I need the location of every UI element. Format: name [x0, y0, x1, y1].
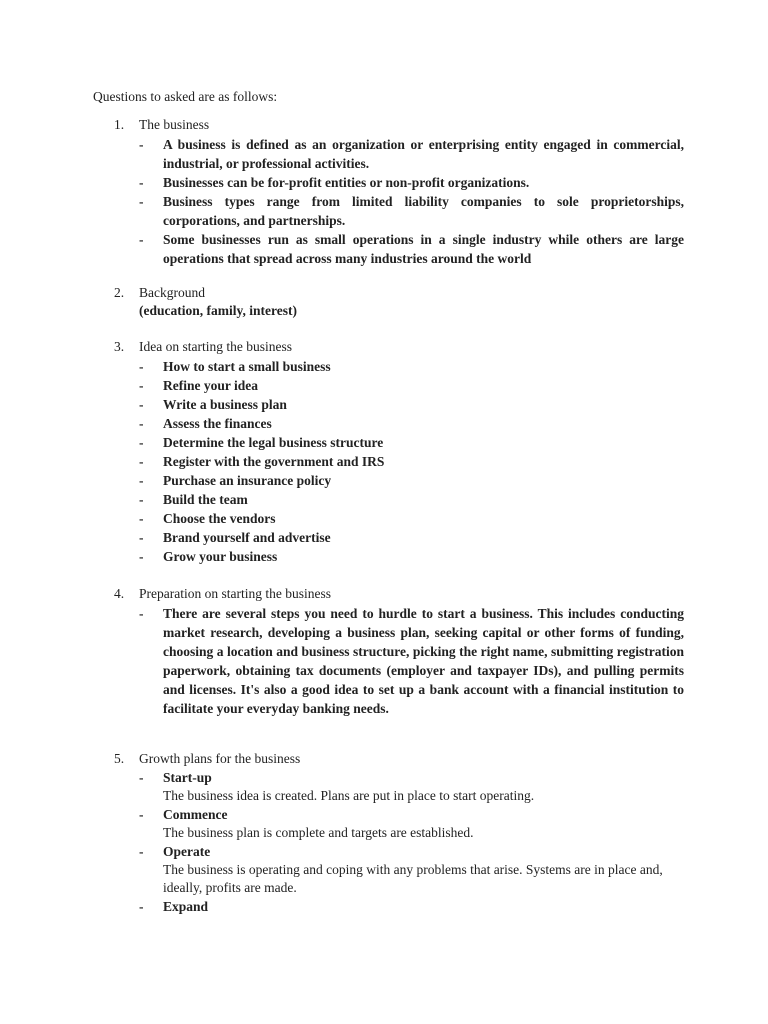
dash-bullet: - [139, 175, 144, 190]
dash-bullet: - [139, 530, 144, 545]
dash-bullet: - [139, 232, 144, 247]
question-title: Idea on starting the business [139, 339, 292, 354]
bullet-list [114, 357, 684, 566]
list-item [114, 490, 684, 509]
list-item [114, 547, 684, 566]
question-3 [114, 338, 684, 566]
list-item [114, 509, 684, 528]
question-title: Preparation on starting the business [139, 586, 331, 601]
dash-bullet: - [139, 492, 144, 507]
dash-bullet: - [139, 359, 144, 374]
dash-bullet: - [139, 549, 144, 564]
intro-text: Questions to asked are as follows: [93, 89, 278, 104]
dash-bullet: - [139, 844, 144, 859]
stage-name: Operate [163, 844, 211, 859]
question-2 [114, 284, 684, 320]
stage-item [114, 806, 684, 842]
stage-name: Start-up [163, 770, 212, 785]
dash-bullet: - [139, 378, 144, 393]
dash-bullet: - [139, 194, 144, 209]
list-item [114, 604, 684, 718]
stage-description: The business idea is created. Plans are put in place to start operating. [163, 788, 535, 803]
question-number: 4. [114, 586, 125, 601]
stage-list [114, 769, 684, 916]
list-item [114, 414, 684, 433]
list-item-text: Register with the government and IRS [163, 454, 385, 469]
stage-item [114, 769, 684, 805]
bullet-list [114, 135, 684, 268]
question-1 [114, 116, 684, 268]
bullet-list [114, 604, 684, 718]
dash-bullet: - [139, 137, 144, 152]
question-title: Background [139, 285, 205, 300]
dash-bullet: - [139, 473, 144, 488]
list-item-text: Assess the finances [163, 416, 272, 431]
list-item-text: Grow your business [163, 549, 278, 564]
question-subtitle: (education, family, interest) [139, 303, 297, 318]
question-title: Growth plans for the business [139, 751, 301, 766]
list-item [114, 452, 684, 471]
stage-description: The business plan is complete and targets are established. [163, 825, 474, 840]
question-title: The business [139, 117, 210, 132]
list-item-text: Refine your idea [163, 378, 258, 393]
question-number: 5. [114, 751, 125, 766]
stage-description: The business is operating and coping with any problems that arise. Systems are in place and, ideally, profits are made. [163, 862, 663, 895]
list-item [114, 230, 684, 268]
dash-bullet: - [139, 770, 144, 785]
question-number: 2. [114, 285, 125, 300]
dash-bullet: - [139, 606, 144, 621]
list-item [114, 528, 684, 547]
dash-bullet: - [139, 807, 144, 822]
dash-bullet: - [139, 397, 144, 412]
list-item [114, 173, 684, 192]
question-number: 3. [114, 339, 125, 354]
list-item [114, 433, 684, 452]
list-item [114, 395, 684, 414]
list-item [114, 192, 684, 230]
dash-bullet: - [139, 416, 144, 431]
dash-bullet: - [139, 899, 144, 914]
question-heading [114, 750, 684, 768]
question-number: 1. [114, 117, 125, 132]
list-item [114, 135, 684, 173]
list-item [114, 471, 684, 490]
question-heading [114, 116, 684, 134]
question-5 [114, 750, 684, 917]
list-item-text: Determine the legal business structure [163, 435, 384, 450]
list-item-text: Brand yourself and advertise [163, 530, 331, 545]
list-item-text: There are several steps you need to hurdle to start a business. This includes conducting market research, developing a business plan, seeking capital or other forms of funding, choosing a location and business structure, picking the right name, submitting registration paperwork, obtaining tax documents (employer and taxpayer IDs), and pulling permits and licenses. It's also a good idea to set up a bank account with a financial institution to facilitate your everyday banking needs. [163, 606, 684, 716]
question-heading [114, 338, 684, 356]
stage-item [114, 898, 684, 916]
list-item-text: Choose the vendors [163, 511, 276, 526]
question-heading [114, 585, 684, 603]
list-item [114, 357, 684, 376]
list-item-text: A business is defined as an organization or enterprising entity engaged in commercial, industrial, or professional activities. [163, 137, 684, 171]
dash-bullet: - [139, 454, 144, 469]
stage-name: Commence [163, 807, 228, 822]
list-item [114, 376, 684, 395]
list-item-text: How to start a small business [163, 359, 331, 374]
question-4 [114, 585, 684, 718]
question-heading [114, 284, 684, 302]
stage-item [114, 843, 684, 897]
stage-name: Expand [163, 899, 209, 914]
list-item-text: Write a business plan [163, 397, 287, 412]
list-item-text: Build the team [163, 492, 248, 507]
list-item-text: Businesses can be for-profit entities or non-profit organizations. [163, 175, 530, 190]
dash-bullet: - [139, 511, 144, 526]
list-item-text: Business types range from limited liability companies to sole proprietorships, corporations, and partnerships. [163, 194, 684, 228]
dash-bullet: - [139, 435, 144, 450]
list-item-text: Purchase an insurance policy [163, 473, 332, 488]
list-item-text: Some businesses run as small operations in a single industry while others are large operations that spread across many industries around the world [163, 232, 684, 266]
